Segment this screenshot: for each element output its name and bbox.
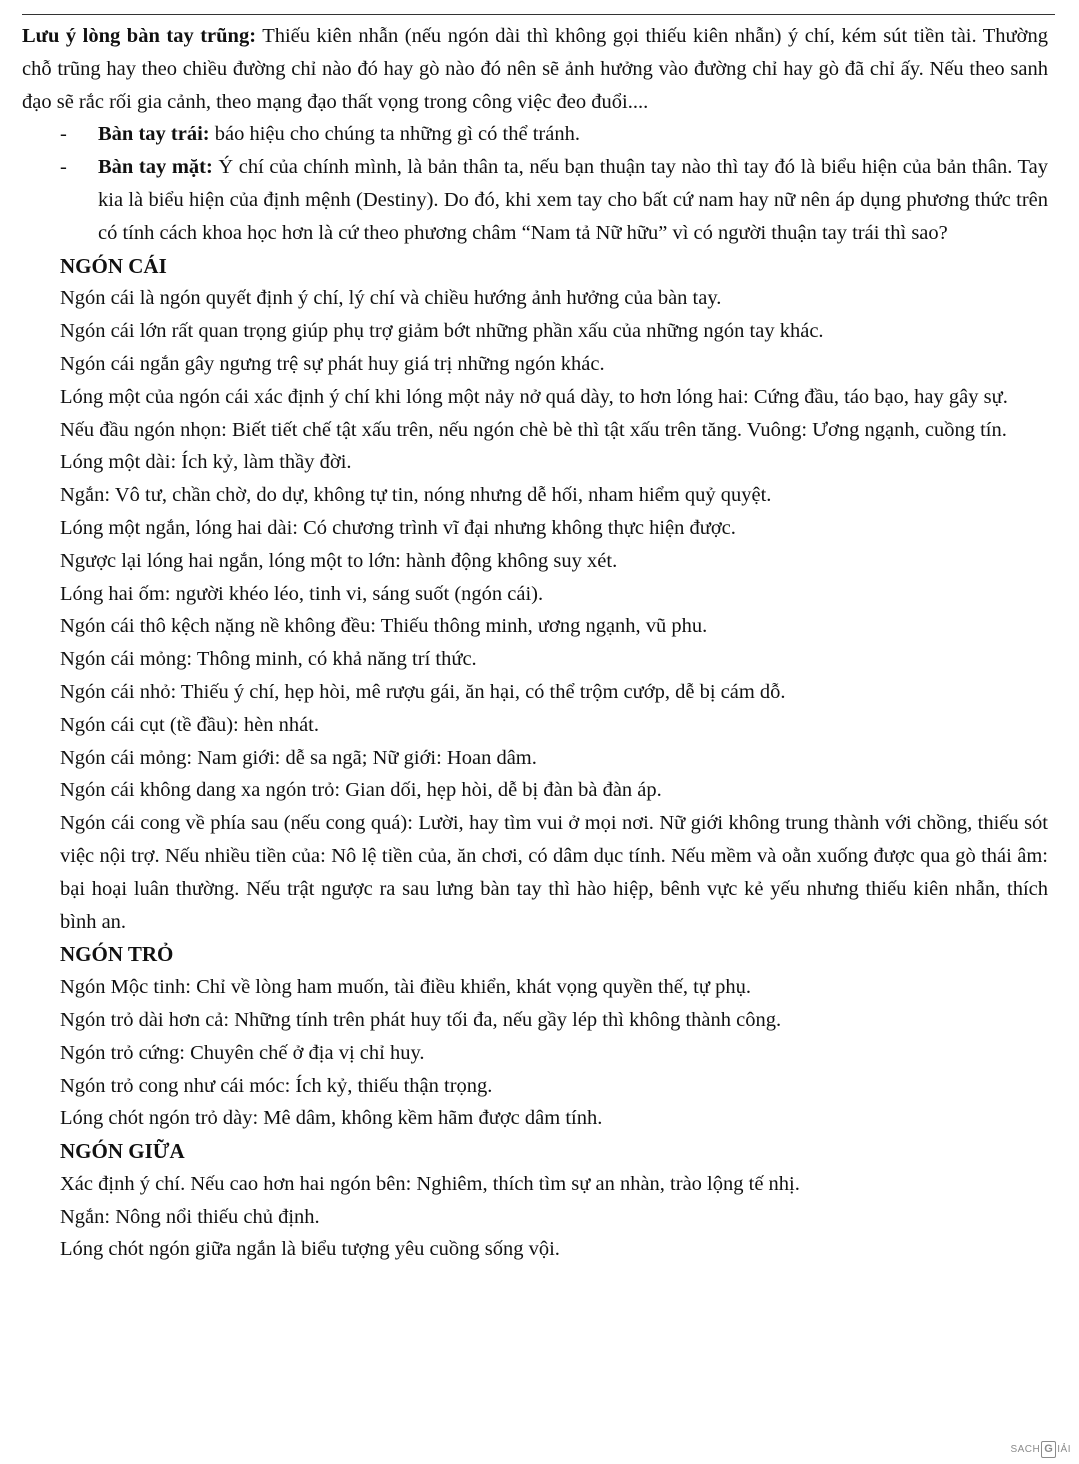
text-line: Ngắn: Vô tư, chần chờ, do dự, không tự tin, nóng nhưng dễ hối, nham hiểm quỷ quyệt.	[60, 484, 772, 507]
header-rule	[22, 14, 1055, 15]
bullet-dash: -	[60, 156, 67, 179]
text-line: Ngón cái nhỏ: Thiếu ý chí, hẹp hòi, mê rượu gái, ăn hại, có thể trộm cướp, dễ bị cám dỗ.	[60, 680, 786, 703]
intro-paragraph	[22, 20, 1048, 118]
text-line: Lóng chót ngón giữa ngắn là biểu tượng yêu cuồng sống vội.	[60, 1238, 560, 1261]
intro-text: Thiếu kiên nhẫn (nếu ngón dài thì không gọi thiếu kiên nhẫn) ý chí, kém sút tiền tài. Thường chỗ trũng hay theo chiều đường chỉ nào đó hay gò nào đó nên sẽ ảnh hưởng vào đường chỉ hay gò đã chỉ ấy. Nếu theo sanh đạo sẽ rắc rối gia cảnh, theo mạng đạo thất vọng trong công việc đeo đuổi....	[22, 25, 1048, 113]
text-line: Lóng chót ngón trỏ dày: Mê dâm, không kềm hãm được dâm tính.	[60, 1107, 603, 1130]
intro-label: Lưu ý lòng bàn tay trũng:	[22, 25, 257, 47]
text-line: Ngón Mộc tinh: Chỉ về lòng ham muốn, tài điều khiển, khát vọng quyền thế, tự phụ.	[60, 976, 751, 999]
bullet-dash: -	[60, 123, 67, 146]
bullet-left-hand	[22, 118, 1048, 151]
text-line: Ngón trỏ cứng: Chuyên chế ở địa vị chỉ huy.	[60, 1041, 425, 1064]
text-line: Nếu đầu ngón nhọn: Biết tiết chế tật xấu trên, nếu ngón chè bè thì tật xấu trên tăng. Vuông: Ương ngạnh, cuồng tín.	[60, 418, 1007, 441]
bullet-right-hand	[22, 151, 1048, 249]
watermark-text-right: IẢI	[1057, 1444, 1071, 1455]
text-line: Lóng hai ốm: người khéo léo, tinh vi, sáng suốt (ngón cái).	[60, 582, 544, 605]
watermark-g-icon: G	[1041, 1441, 1056, 1458]
bullet-label: Bàn tay mặt:	[98, 156, 213, 179]
text-line: Xác định ý chí. Nếu cao hơn hai ngón bên: Nghiêm, thích tìm sự an nhàn, trào lộng tế nhị.	[60, 1172, 800, 1195]
text-line: Ngón cái cong về phía sau (nếu cong quá): Lười, hay tìm vui ở mọi nơi. Nữ giới không trung thành với chồng, thiếu sót việc nội trợ. Nếu nhiều tiền của: Nô lệ tiền của, ăn chơi, có dâm dục tính. Nếu mềm và oằn xuống được qua gò thái âm: bại hoại luân thường. Nếu trật ngược ra sau lưng bàn tay thì hào hiệp, bênh vực kẻ yếu nhưng thiếu kiên nhẫn, thích bình an.	[60, 812, 1048, 933]
section-heading-thumb: NGÓN CÁI	[60, 253, 167, 278]
text-line: Lóng một dài: Ích kỷ, làm thầy đời.	[60, 451, 352, 474]
text-line: Lóng một của ngón cái xác định ý chí khi lóng một nảy nở quá dày, to hơn lóng hai: Cứng đầu, táo bạo, hay gây sự.	[60, 385, 1008, 408]
document-body	[22, 20, 1048, 1266]
section-heading-index-finger: NGÓN TRỎ	[60, 942, 174, 967]
bullet-text: Ý chí của chính mình, là bản thân ta, nếu bạn thuận tay nào thì tay đó là biểu hiện của bản thân. Tay kia là biểu hiện của định mệnh (Destiny). Do đó, khi xem tay cho bất cứ nam hay nữ nên áp dụng phương thức trên có tính cách khoa học hơn là cứ theo phương châm “Nam tả Nữ hữu” vì có người thuận tay trái thì sao?	[98, 156, 1048, 244]
watermark-logo	[1010, 1441, 1071, 1458]
text-line: Ngón cái cụt (tề đầu): hèn nhát.	[60, 713, 320, 736]
text-line: Ngón cái thô kệch nặng nề không đều: Thiếu thông minh, ương ngạnh, vũ phu.	[60, 615, 708, 638]
watermark-text-left: SACH	[1010, 1444, 1041, 1455]
text-line: Ngón cái ngắn gây ngưng trệ sự phát huy giá trị những ngón khác.	[60, 352, 605, 375]
text-line: Ngón cái không dang xa ngón trỏ: Gian dối, hẹp hòi, dễ bị đàn bà đàn áp.	[60, 779, 662, 802]
text-line: Ngược lại lóng hai ngắn, lóng một to lớn: hành động không suy xét.	[60, 549, 618, 572]
section-heading-middle-finger: NGÓN GIỮA	[60, 1139, 185, 1164]
text-line: Ngón cái mỏng: Nam giới: dễ sa ngã; Nữ giới: Hoan dâm.	[60, 746, 537, 769]
text-line: Ngón trỏ cong như cái móc: Ích kỷ, thiếu thận trọng.	[60, 1074, 493, 1097]
text-line: Ngón cái mỏng: Thông minh, có khả năng trí thức.	[60, 648, 477, 671]
bullet-text: báo hiệu cho chúng ta những gì có thể tránh.	[209, 123, 580, 146]
text-line: Ngắn: Nông nổi thiếu chủ định.	[60, 1205, 320, 1228]
text-line: Ngón cái lớn rất quan trọng giúp phụ trợ giảm bớt những phần xấu của những ngón tay khác.	[60, 320, 824, 343]
text-line: Ngón cái là ngón quyết định ý chí, lý chí và chiều hướng ảnh hưởng của bàn tay.	[60, 287, 722, 310]
text-line: Lóng một ngắn, lóng hai dài: Có chương trình vĩ đại nhưng không thực hiện được.	[60, 516, 736, 539]
bullet-label: Bàn tay trái:	[98, 123, 210, 146]
text-line: Ngón trỏ dài hơn cả: Những tính trên phát huy tối đa, nếu gầy lép thì không thành công.	[60, 1008, 782, 1031]
